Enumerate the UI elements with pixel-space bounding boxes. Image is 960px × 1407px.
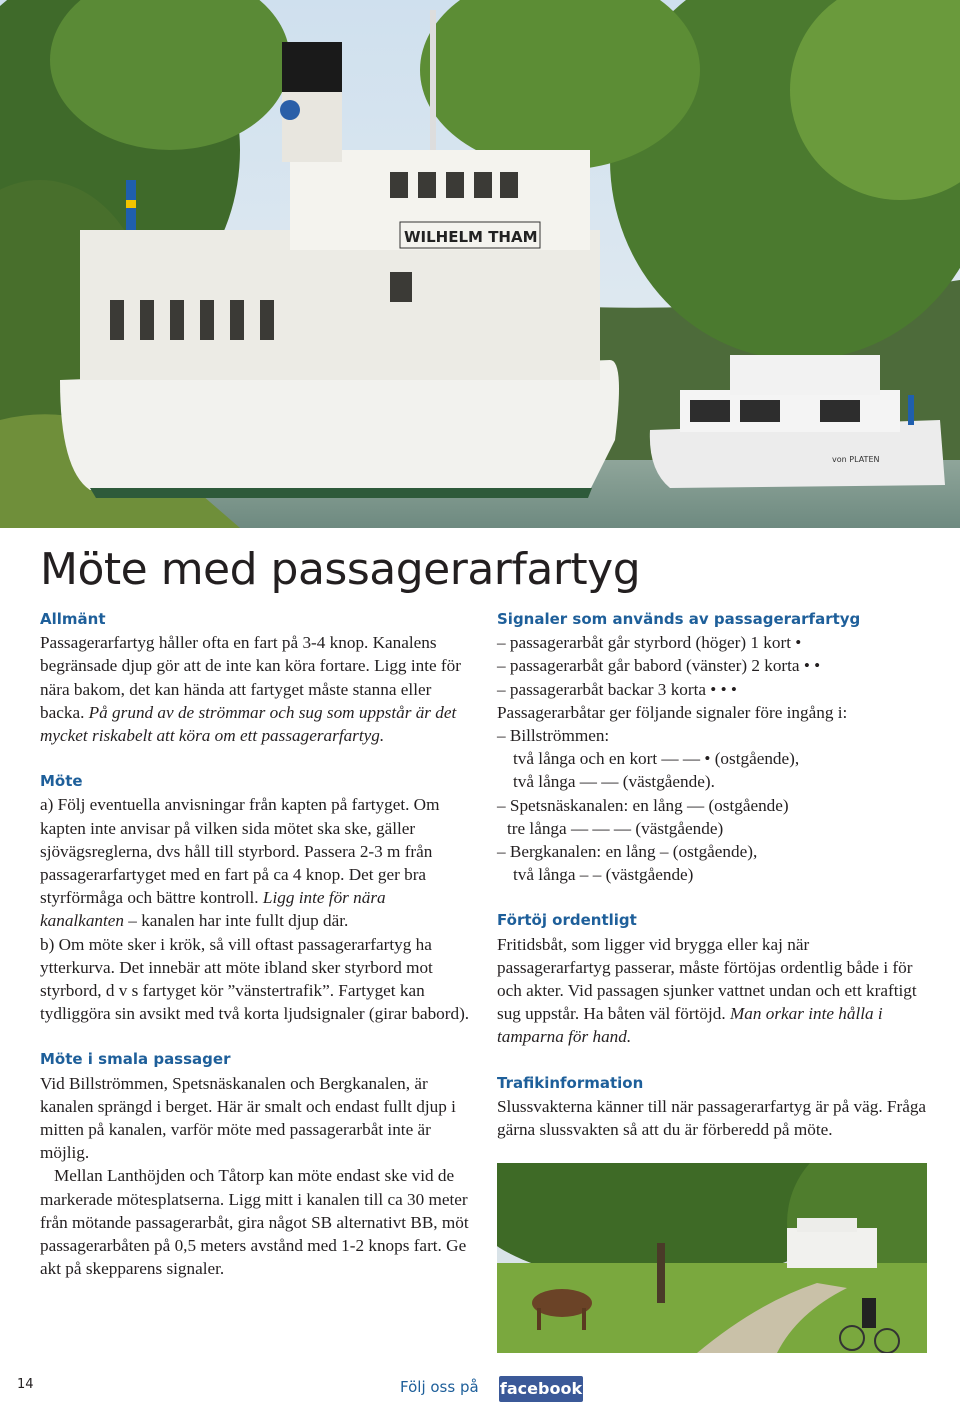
follow-us-text: Följ oss på — [400, 1378, 479, 1396]
mote-a-text-end: – kanalen har inte fullt djup där. — [124, 911, 349, 931]
signaler-heading: Signaler som används av passagerarfartyg — [497, 610, 861, 628]
left-column — [40, 608, 472, 1303]
allmant-text: Passagerarfartyg håller ofta en fart på 3-4 knop. Kanalens begränsade djup gör att de inte kan köra fortare. Ligg inte för nära bakom, det kan hända att fartyget måste stanna eller backa. — [40, 633, 461, 722]
mote-paragraph-a — [40, 793, 472, 932]
section-mote — [40, 770, 472, 1025]
fortoj-paragraph — [497, 933, 927, 1049]
allmant-paragraph — [40, 631, 472, 747]
trafik-heading: Trafikinformation — [497, 1073, 644, 1092]
section-allmant — [40, 608, 472, 747]
section-trafikinformation — [497, 1072, 927, 1142]
section-fortoj — [497, 909, 927, 1048]
boat-name-text: von PLATEN — [832, 455, 880, 464]
smala-heading: Möte i smala passager — [40, 1050, 231, 1069]
right-column — [497, 608, 927, 1164]
section-signaler — [497, 608, 927, 886]
signal-line: två långa — — (västgående). — [513, 772, 715, 792]
signal-line: – passagerarbåt går babord (vänster) 2 korta • • — [497, 656, 821, 676]
signal-line: – Billströmmen: — [497, 726, 610, 746]
signal-line: två långa – – (västgående) — [513, 865, 694, 885]
signal-line: – Spetsnäskanalen: en lång — (ostgående) — [497, 795, 789, 815]
fortoj-italic-text: Man orkar inte hålla i tamparna för hand. — [497, 1004, 883, 1047]
signal-line: två långa och en kort — — • (ostgående), — [513, 749, 800, 769]
mote-paragraph-b: b) Om möte sker i krök, så vill oftast passagerarfartyg ha ytterkurva. Det innebär att möte ibland sker styrbord mot styrbord, d v s fartyget kör ”vänstertrafik”. Fartyget kan tydliggöra sin avsikt med två korta ljudsignaler (girar babord). — [40, 934, 470, 1024]
mote-a-italic: Ligg inte för nära kanalkanten — [40, 888, 386, 931]
page-title: Möte med passagerarfartyg — [40, 544, 641, 595]
signal-line: tre långa — — — (västgående) — [507, 818, 724, 838]
facebook-logo[interactable]: facebook — [499, 1376, 583, 1402]
passenger-ship-photo-icon — [0, 0, 960, 528]
trafik-paragraph: Slussvakterna känner till när passagerarfartyg är på väg. Fråga gärna slussvakten så att du är förberedd på möte. — [497, 1096, 927, 1140]
bottom-photo — [497, 1163, 927, 1353]
signal-line: – passagerarbåt backar 3 korta • • • — [497, 679, 737, 699]
mote-a-text: a) Följ eventuella anvisningar från kapten på fartyget. Om kapten inte anvisar på vilken sida mötet ska ske, gäller sjövägsreglerna, dvs håll till styrbord. Passera 2-3 m från passagerarfartyget med en fart på ca 4 knop. Det ger bra styrförmåga och bättre kontroll. — [40, 795, 440, 908]
fortoj-heading: Förtöj ordentligt — [497, 911, 637, 930]
section-smala-passager — [40, 1048, 472, 1280]
hero-photo — [0, 0, 960, 528]
allmant-heading: Allmänt — [40, 610, 106, 628]
signal-line: – passagerarbåt går styrbord (höger) 1 kort • — [497, 633, 802, 653]
ship-name-text: WILHELM THAM — [404, 228, 538, 246]
mote-heading: Möte — [40, 772, 83, 791]
canal-towpath-photo-icon — [497, 1163, 927, 1353]
smala-paragraph-1: Vid Billströmmen, Spetsnäskanalen och Bergkanalen, är kanalen sprängd i berget. Här är smalt och endast fullt djup i mitten på kanalen, varför möte med passagerarbåt inte är möjlig. — [40, 1073, 456, 1163]
page-number: 14 — [17, 1377, 34, 1392]
smala-paragraph-2: Mellan Lanthöjden och Tåtorp kan möte endast ske vid de markerade mötesplatserna. Ligg mitt i kanalen till ca 30 meter från mötande passagerarbåt, gira något SB alternativt BB, möt passagerarbåten på 0,5 meters avstånd med 1-2 knops fart. Ge akt på skepparens signaler. — [40, 1166, 469, 1279]
allmant-italic-text: På grund av de strömmar och sug som uppstår är det mycket riskabelt att köra om ett passagerarfartyg. — [40, 702, 457, 746]
signal-line: – Bergkanalen: en lång – (ostgående), — [497, 842, 758, 862]
fortoj-text: Fritidsbåt, som ligger vid brygga eller kaj när passagerarfartyg passerar, måste förtöjas ordentlig både i för och akter. Vid passagen sjunker vattnet undan och ett kraftigt sug uppstår. Ha båten väl förtöjd. — [497, 934, 917, 1024]
signal-line: Passagerarbåtar ger följande signaler före ingång i: — [497, 702, 848, 722]
